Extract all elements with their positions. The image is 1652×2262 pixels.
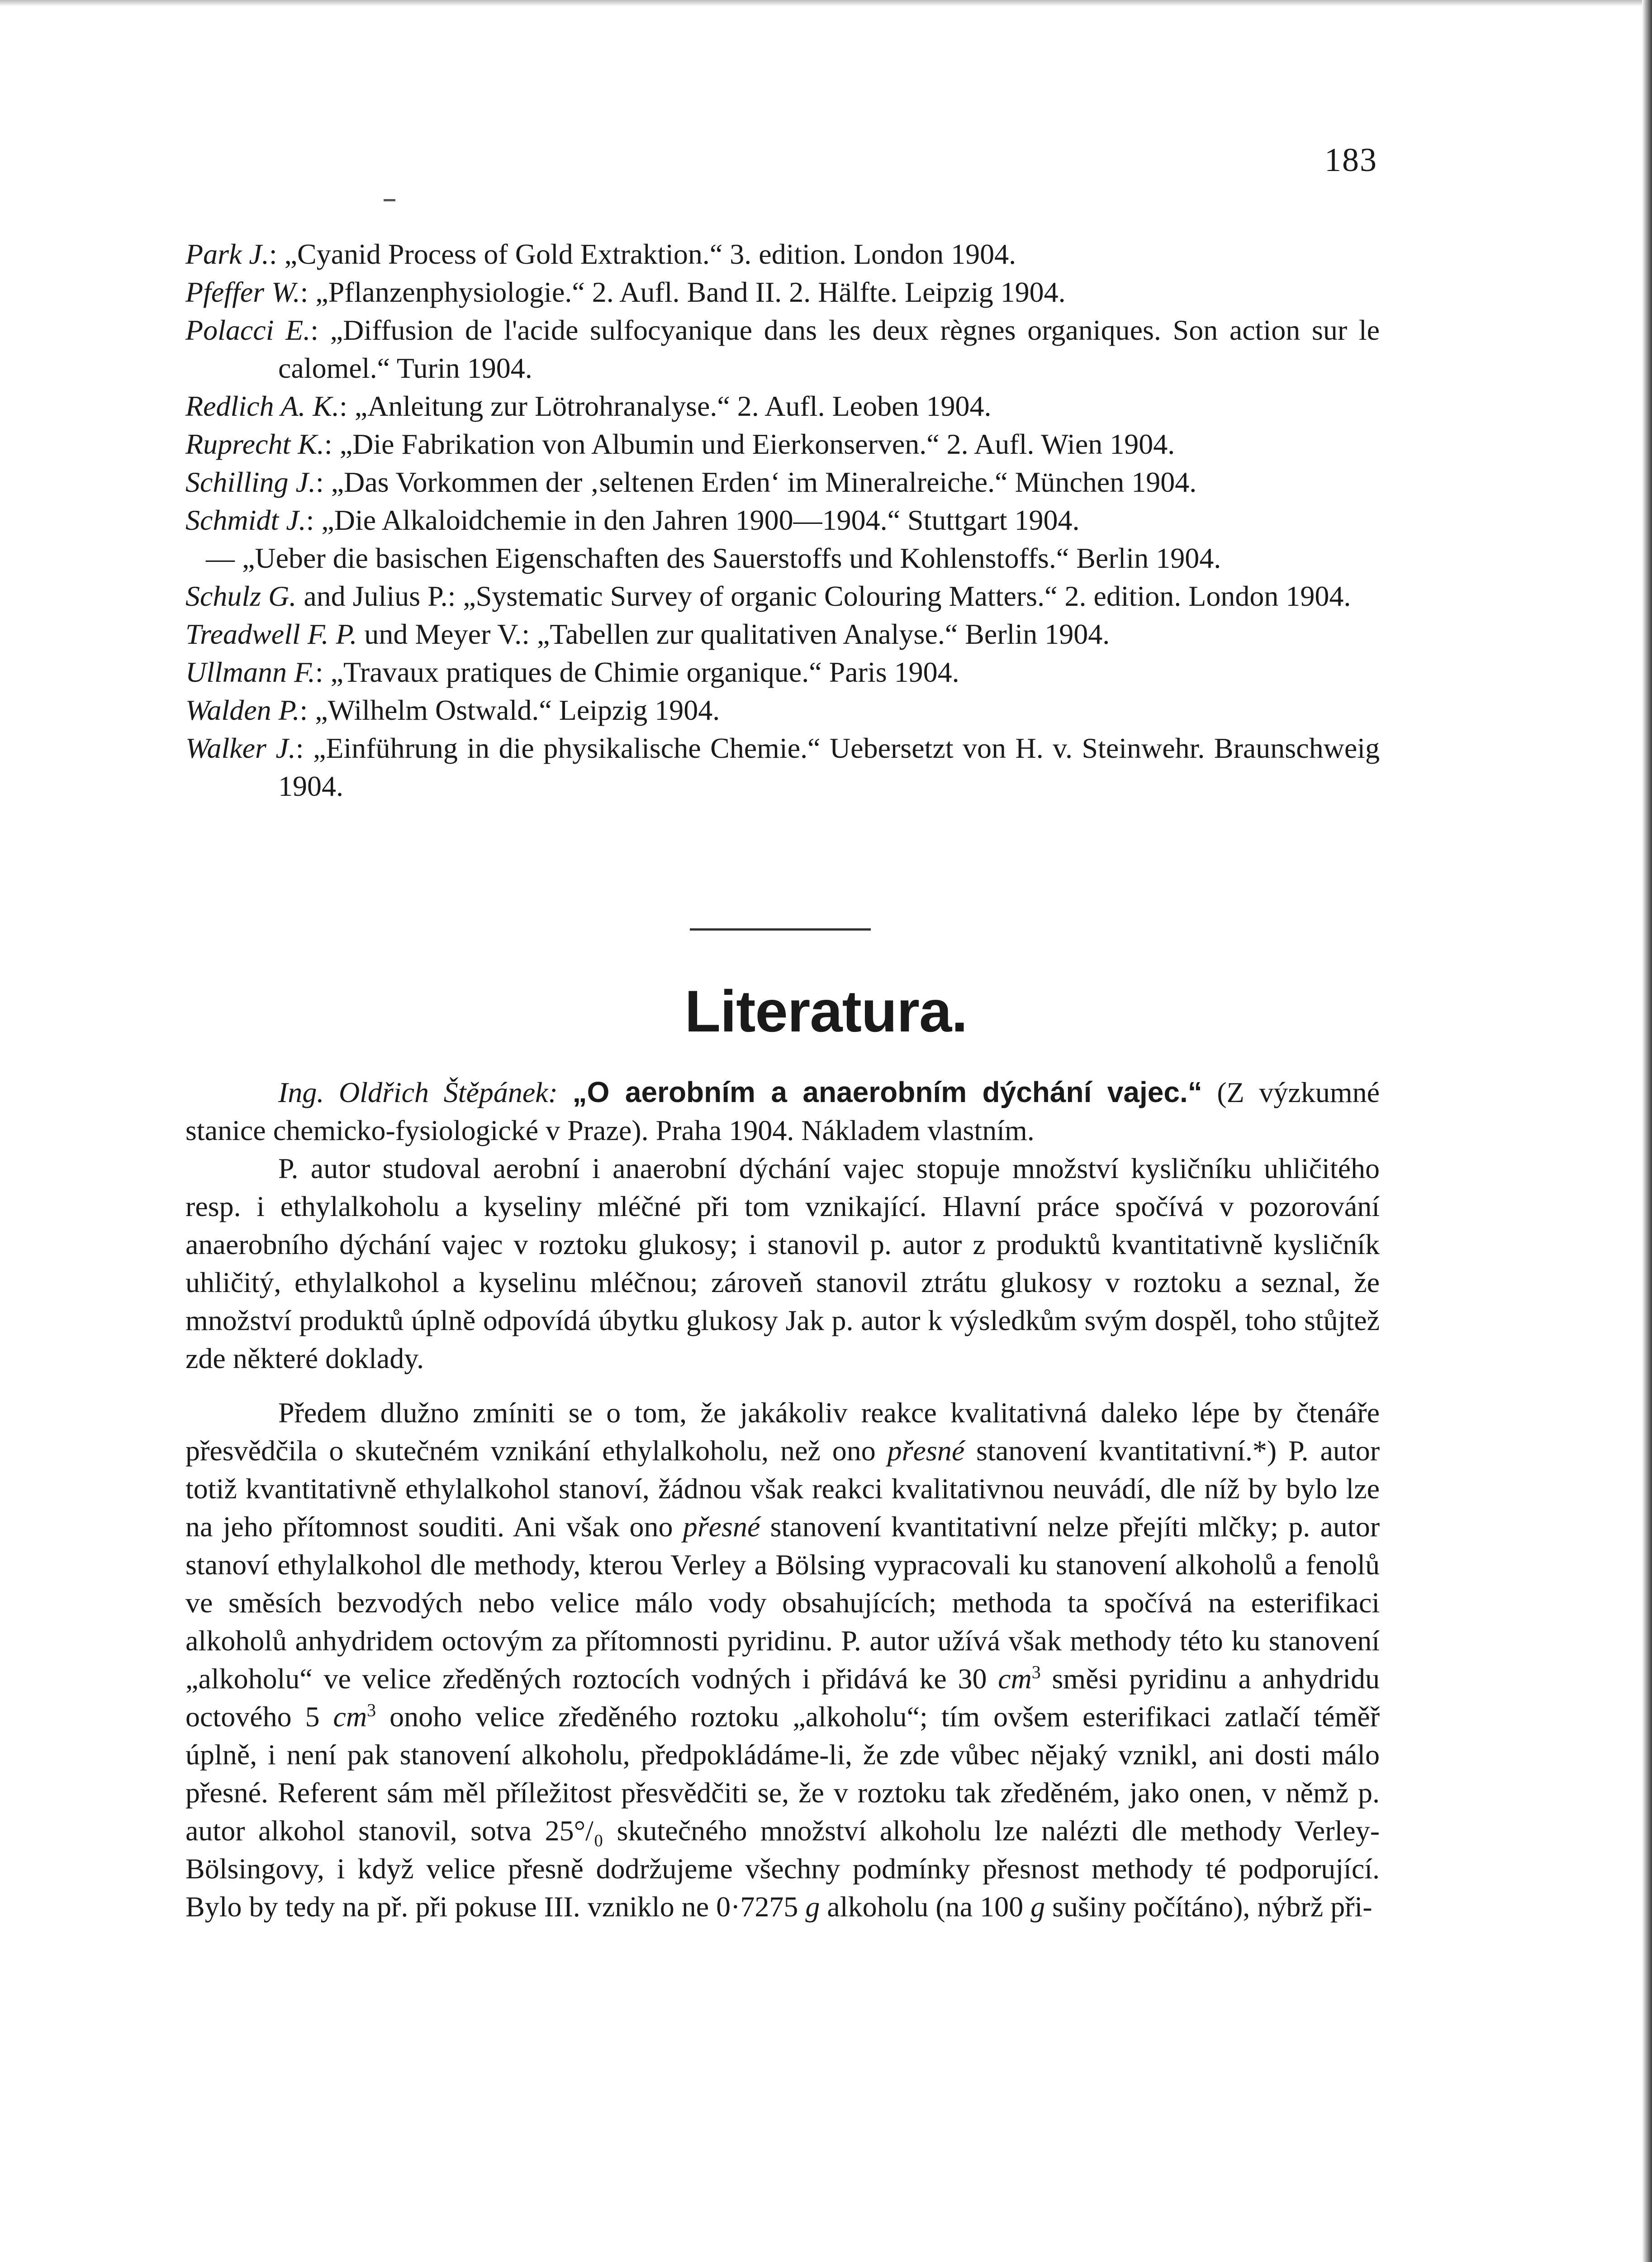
- review-title: „O aerobním a anaerobním dýchání vajec.“: [572, 1076, 1202, 1108]
- reference-author: Polacci E.: [185, 314, 311, 346]
- reference-item: [185, 577, 1380, 615]
- reference-author: Pfeffer W.: [185, 276, 300, 308]
- unit-text: g: [805, 1891, 820, 1923]
- reference-author: Park J.: [185, 238, 269, 270]
- reference-author: Walden P.: [185, 694, 300, 726]
- reference-author: Ruprecht K.: [185, 428, 324, 460]
- text-run: Předem dlužno zmíniti se o tom, že jakákoliv reakce kvalitativná daleko lépe by čtenáře přesvědčila o skutečném vznikání ethylalkoholu, než ono: [185, 1397, 1380, 1467]
- scan-mark: [384, 199, 395, 201]
- review-author: Ing. Oldřich Štěpánek:: [278, 1076, 558, 1108]
- reference-item: [185, 539, 1380, 577]
- review-article: [185, 1073, 1380, 1926]
- reference-item: [185, 463, 1380, 501]
- emphasis-text: přesné: [683, 1511, 760, 1543]
- reference-item: [185, 425, 1380, 463]
- text-run: onoho velice zředěného roztoku „alkoholu“; tím ovšem esterifikaci zatlačí téměř úplně, i není pak stanovení alkoholu, předpokládáme-li, že zde vůbec nějaký vznikl, ani dosti málo přesné. Referent sám měl příležitost přesvědčiti se, že v roztoku tak zředěném, jako onen, v němž p. autor alkohol stanovil, sotva 25°/₀ skutečného množství alkoholu lze nalézti dle methody Verley-Bölsingovy, i když velice přesně dodržujeme všechny podmínky přesnost methody té podporující. Bylo by tedy na př. při pokuse III. vzniklo ne 0·7275: [185, 1701, 1380, 1923]
- review-paragraph: P. autor studoval aerobní i anaerobní dýchání vajec stopuje množství kysličníku uhličitého resp. i ethylalkoholu a kyseliny mléčné při tom vznikající. Hlavní práce spočívá v pozorování anaerobního dýchání vajec v roztoku glukosy; i stanovil p. autor z produktů kvantitativně kysličník uhličitý, ethylalkohol a kyselinu mléčnou; zároveň stanovil ztrátu glukosy v roztoku a seznal, že množství produktů úplně odpovídá úbytku glukosy Jak p. autor k výsledkům svým dospěl, toho stůjtež zde některé doklady.: [185, 1152, 1380, 1374]
- reference-text: : „Anleitung zur Lötrohranalyse.“ 2. Aufl. Leoben 1904.: [339, 390, 992, 422]
- text-run: stanovení kvantitativní.*) P. autor totiž kvantitativně ethylalkohol stanoví, žádnou však reakci kvalitativnou neuvádí, dle níž by bylo lze na jeho přítomnost souditi. Ani však ono: [185, 1435, 1380, 1543]
- reference-item: [185, 501, 1380, 539]
- reference-item: [185, 653, 1380, 691]
- text-run: sušiny počítáno), nýbrž při-: [1045, 1891, 1372, 1923]
- reference-text: : „Die Fabrikation von Albumin und Eierkonserven.“ 2. Aufl. Wien 1904.: [324, 428, 1175, 460]
- superscript: 3: [1031, 1662, 1041, 1682]
- reference-text: : „Cyanid Process of Gold Extraktion.“ 3. edition. London 1904.: [269, 238, 1016, 270]
- text-run: směsi pyridinu a anhydridu octového 5: [185, 1663, 1380, 1733]
- reference-item: [185, 729, 1380, 805]
- reference-item: [185, 235, 1380, 273]
- review-citation: [185, 1073, 1380, 1150]
- scan-right-edge: [1642, 0, 1652, 2262]
- section-heading: Literatura.: [684, 978, 968, 1044]
- unit-text: cm: [998, 1663, 1032, 1695]
- superscript: 3: [367, 1700, 376, 1720]
- scan-top-edge: [0, 0, 1652, 6]
- reference-text: : „Travaux pratiques de Chimie organique.“ Paris 1904.: [315, 656, 959, 688]
- reference-text: : „Das Vorkommen der ‚seltenen Erden‘ im Mineralreiche.“ München 1904.: [315, 466, 1197, 498]
- reference-text: und Meyer V.: „Tabellen zur qualitativen Analyse.“ Berlin 1904.: [357, 618, 1110, 650]
- reference-author: Redlich A. K.: [185, 390, 340, 422]
- reference-text: : „Pflanzenphysiologie.“ 2. Aufl. Band II. 2. Hälfte. Leipzig 1904.: [300, 276, 1066, 308]
- reference-text: : „Diffusion de l'acide sulfocyanique dans les deux règnes organiques. Son action sur le calomel.“ Turin 1904.: [278, 314, 1380, 384]
- reference-list: [185, 235, 1380, 805]
- section-divider: [690, 928, 871, 931]
- reference-text: : „Einführung in die physikalische Chemie.“ Uebersetzt von H. v. Steinwehr. Braunschweig 1904.: [278, 732, 1380, 802]
- reference-item: [185, 387, 1380, 425]
- reference-author: Ullmann F.: [185, 656, 315, 688]
- reference-item: [185, 311, 1380, 387]
- reference-author: Schmidt J.: [185, 504, 306, 536]
- reference-item: [185, 691, 1380, 729]
- reference-text: — „Ueber die basischen Eigenschaften des Sauerstoffs und Kohlenstoffs.“ Berlin 1904.: [206, 542, 1221, 574]
- reference-text: : „Die Alkaloidchemie in den Jahren 1900—1904.“ Stuttgart 1904.: [306, 504, 1080, 536]
- text-run: alkoholu (na 100: [820, 1891, 1031, 1923]
- reference-author: Walker J.: [185, 732, 296, 764]
- reference-item: [185, 273, 1380, 311]
- text-run: stanovení kvantitativní nelze přejíti mlčky; p. autor stanoví ethylalkohol dle methody, kterou Verley a Bölsing vypracovali ku stanovení alkoholů a fenolů ve směsích bezvodých nebo velice málo vody obsahujících; methoda ta spočívá na esterifikaci alkoholů anhydridem octovým za přítomnosti pyridinu. P. autor užívá však methody této ku stanovení „alkoholu“ ve velice zředěných roztocích vodných i přidává ke 30: [185, 1511, 1380, 1695]
- reference-author: Schulz G.: [185, 580, 297, 612]
- page-number: 183: [1324, 142, 1377, 179]
- review-source: (Z výzkumné stanice chemicko-fysiologické v Praze). Praha 1904. Nákladem vlastním.: [185, 1076, 1380, 1146]
- review-paragraph: [185, 1394, 1380, 1926]
- reference-author: Schilling J.: [185, 466, 316, 498]
- reference-text: : „Wilhelm Ostwald.“ Leipzig 1904.: [299, 694, 720, 726]
- emphasis-text: přesné: [887, 1435, 965, 1467]
- reference-text: and Julius P.: „Systematic Survey of organic Colouring Matters.“ 2. edition. London 1904.: [296, 580, 1351, 612]
- reference-item: [185, 615, 1380, 653]
- unit-text: g: [1030, 1891, 1045, 1923]
- unit-text: cm: [333, 1701, 367, 1733]
- reference-author: Treadwell F. P.: [185, 618, 357, 650]
